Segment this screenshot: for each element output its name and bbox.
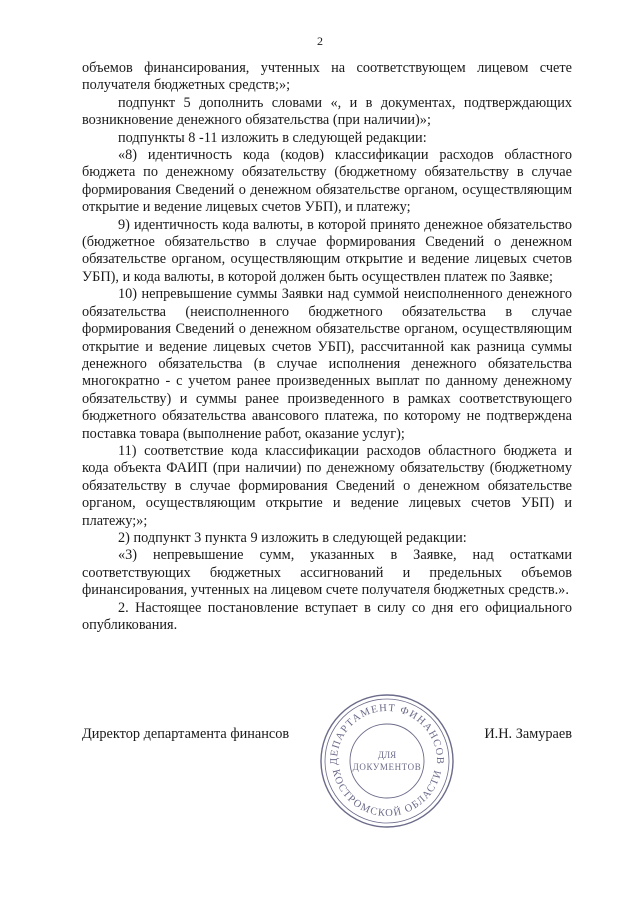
signatory-name: И.Н. Замураев [484, 726, 572, 742]
signatory-position: Директор департамента финансов [82, 726, 290, 742]
paragraph-9: «3) непревышение сумм, указанных в Заявке, над остатками соответствующих бюджетных ассигнований и предельных объемов финансирования, учтенных на лицевом счете получателя бюджетных средств.». [82, 547, 572, 599]
svg-text:ДЕПАРТАМЕНТ ФИНАНСОВ: ДЕПАРТАМЕНТ ФИНАНСОВ [328, 702, 446, 766]
page-number: 2 [317, 34, 323, 48]
seal-stamp-graphic [318, 692, 456, 830]
paragraph-1: объемов финансирования, учтенных на соответствующем лицевом счете получателя бюджетных средств;»; [82, 60, 572, 94]
official-seal [318, 692, 456, 830]
document-body [82, 60, 572, 634]
paragraph-6: 10) непревышение суммы Заявки над суммой неисполненного денежного обязательства (неисполненного бюджетного обязательства в случае формирования Сведений о денежном обязательстве органом, осуществляющим открытие и ведение лицевых счетов УБП), рассчитанной как разница суммы денежного обязательства (в случае исполнения денежного обязательства многократно - с учетом ранее произведенных выплат по данному денежному обязательству) и суммы ранее произведенного в рамках соответствующего бюджетного обязательства авансового платежа, по которому не подтверждена поставка товара (выполнение работ, оказание услуг); [82, 286, 572, 442]
paragraph-5: 9) идентичность кода валюты, в которой принято денежное обязательство (бюджетное обязательство в случае формирования Сведений о денежном обязательстве органом, осуществляющим открытие и ведение лицевых счетов УБП), и кода валюты, в которой должен быть осуществлен платеж по Заявке; [82, 216, 572, 285]
paragraph-2: подпункт 5 дополнить словами «, и в документах, подтверждающих возникновение денежного обязательства (при наличии)»; [82, 94, 572, 129]
paragraph-7: 11) соответствие кода классификации расходов областного бюджета и кода объекта ФАИП (при наличии) по денежному обязательству (бюджетному обязательству в случае формирования Сведений о денежном обязательстве органом, осуществляющим открытие и ведение лицевых счетов УБП) и платежу;»; [82, 442, 572, 529]
paragraph-10: 2. Настоящее постановление вступает в силу со дня его официального опубликования. [82, 599, 572, 633]
paragraph-8: 2) подпункт 3 пункта 9 изложить в следующей редакции: [118, 529, 467, 546]
svg-text:КОСТРОМСКОЙ ОБЛАСТИ: КОСТРОМСКОЙ ОБЛАСТИ [329, 768, 445, 820]
svg-text:ДОКУМЕНТОВ: ДОКУМЕНТОВ [352, 762, 422, 772]
paragraph-4: «8) идентичность кода (кодов) классификации расходов областного бюджета по денежному обязательству (бюджетному обязательству в случае формирования Сведений о денежном обязательстве органом, осуществляющим открытие и ведение лицевых счетов УБП), и платежу; [82, 147, 572, 216]
svg-text:ДЛЯ: ДЛЯ [377, 750, 397, 760]
paragraph-3: подпункты 8 -11 изложить в следующей редакции: [118, 129, 427, 146]
